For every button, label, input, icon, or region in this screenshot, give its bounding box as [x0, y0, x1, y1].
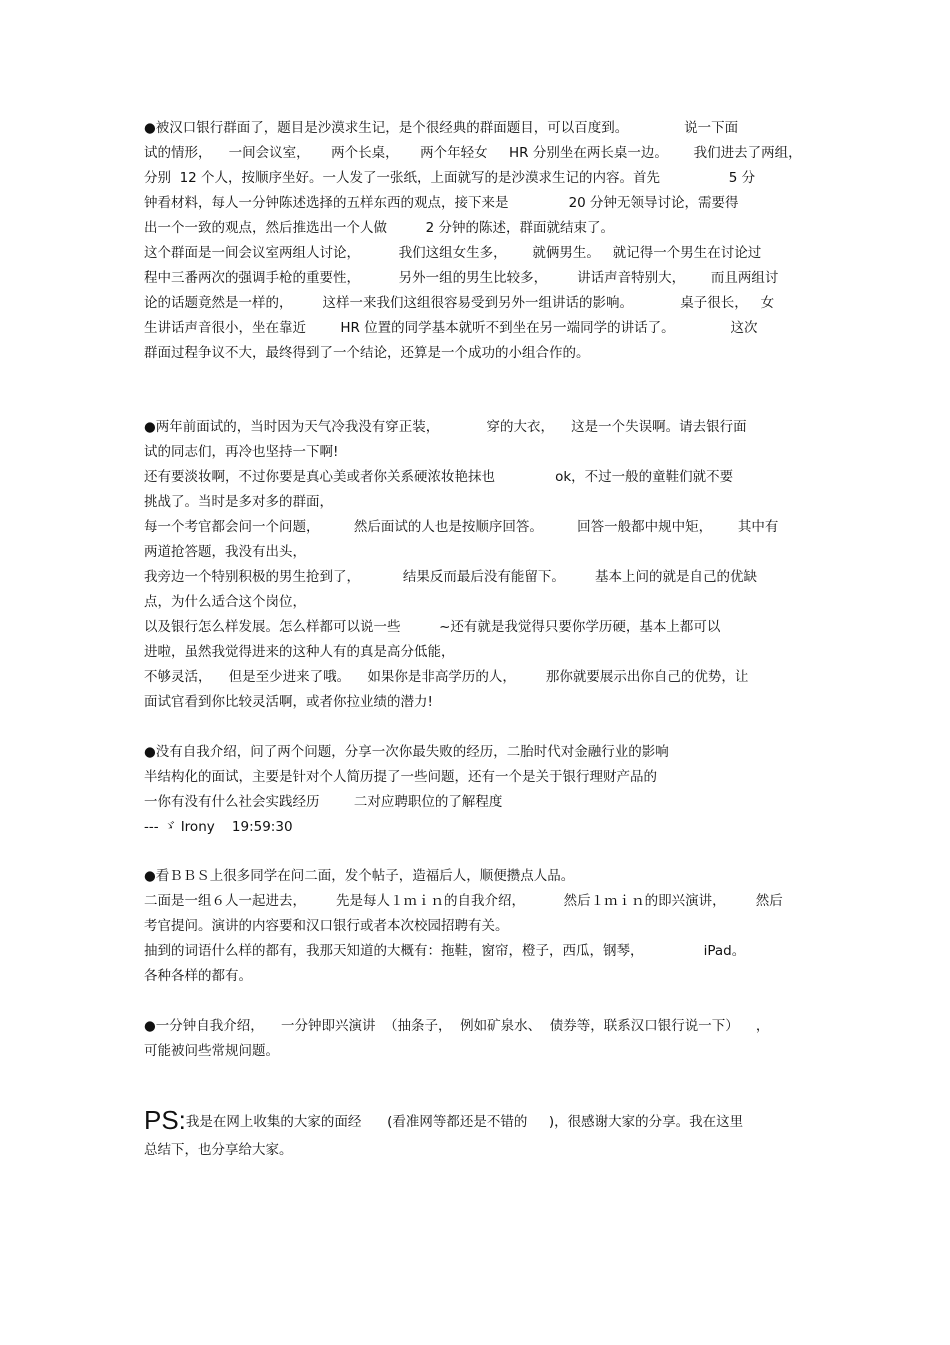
text-line: 进啦，虽然我觉得进来的这种人有的真是高分低能， [144, 644, 455, 660]
text-line: 每一个考官都会问一个问题， 然后面试的人也是按顺序回答。 回答一般都中规中矩， 其中有 [144, 519, 779, 535]
ps-mark: PS: [144, 1108, 186, 1132]
text-line: ●被汉口银行群面了，题目是沙漠求生记，是个很经典的群面题目，可以百度到。 说一下面 [144, 120, 739, 136]
text-line: 考官提问。演讲的内容要和汉口银行或者本次校园招聘有关。 [144, 918, 509, 934]
text-line: 试的情形， 一间会议室， 两个长桌， 两个年轻女 HR 分别坐在两长桌一边。 我们进去了两组， [144, 145, 802, 161]
text-line: 挑战了。当时是多对多的群面， [144, 494, 333, 510]
text-line: ●看ＢＢＳ上很多同学在问二面，发个帖子，造福后人，顺便攒点人品。 [144, 868, 575, 884]
text-line: 各种各样的都有。 [144, 968, 252, 984]
ps-line-1 [144, 1108, 812, 1132]
text-line: 试的同志们，再冷也坚持一下啊! [144, 444, 339, 460]
text-line: 程中三番两次的强调手枪的重要性， 另外一组的男生比较多， 讲话声音特别大， 而且两组讨 [144, 270, 779, 286]
text-line: 钟看材料，每人一分钟陈述选择的五样东西的观点，接下来是 20 分钟无领导讨论，需要得 [144, 195, 739, 211]
text-line: 论的话题竟然是一样的， 这样一来我们这组很容易受到另外一组讲话的影响。 桌子很长， 女 [144, 295, 775, 311]
text-line: 以及银行怎么样发展。怎么样都可以说一些 ~还有就是我觉得只要你学历硬，基本上都可以 [144, 619, 721, 635]
text-line: 一你有没有什么社会实践经历 二对应聘职位的了解程度 [144, 794, 503, 810]
text-line: 可能被问些常规问题。 [144, 1043, 279, 1059]
text-line: 群面过程争议不大，最终得到了一个结论，还算是一个成功的小组合作的。 [144, 345, 590, 361]
text-line: 我旁边一个特别积极的男生抢到了， 结果反而最后没有能留下。 基本上问的就是自己的优缺 [144, 569, 757, 585]
text-line: 点，为什么适合这个岗位， [144, 594, 306, 610]
text-line: 还有要淡妆啊，不过你要是真心美或者你关系硬浓妆艳抹也 ok，不过一般的童鞋们就不要 [144, 469, 734, 485]
text-line: ●两年前面试的，当时因为天气冷我没有穿正装， 穿的大衣， 这是一个失误啊。请去银行面 [144, 419, 747, 435]
text-line: 二面是一组６人一起进去， 先是每人１ｍｉｎ的自我介绍， 然后１ｍｉｎ的即兴演讲， 然后 [144, 893, 783, 909]
text-line: 两道抢答题，我没有出头， [144, 544, 306, 560]
text-line: 分别 12 个人，按顺序坐好。一人发了一张纸，上面就写的是沙漠求生记的内容。首先 5 分 [144, 170, 756, 186]
text-line: 半结构化的面试，主要是针对个人简历提了一些问题，还有一个是关于银行理财产品的 [144, 769, 657, 785]
ps-line-2: 总结下，也分享给大家。 [144, 1142, 293, 1158]
text-line: 出一个一致的观点，然后推选出一个人做 2 分钟的陈述，群面就结束了。 [144, 220, 615, 236]
ps-text: 我是在网上收集的大家的面经 (看准网等都还是不错的 )，很感谢大家的分享。我在这里 [185, 1114, 744, 1130]
text-line: 生讲话声音很小，坐在靠近 HR 位置的同学基本就听不到坐在另一端同学的讲话了。 这次 [144, 320, 758, 336]
text-line: 不够灵活， 但是至少进来了哦。 如果你是非高学历的人， 那你就要展示出你自己的优势，让 [144, 669, 749, 685]
text-line: --- ゞ Irony 19:59:30 [144, 819, 293, 835]
text-line: 抽到的词语什么样的都有，我那天知道的大概有：拖鞋，窗帘，橙子，西瓜，钢琴， iPad。 [144, 943, 746, 959]
text-line: 面试官看到你比较灵活啊，或者你拉业绩的潜力! [144, 694, 433, 710]
text-line: 这个群面是一间会议室两组人讨论， 我们这组女生多， 就俩男生。 就记得一个男生在讨论过 [144, 245, 762, 261]
text-line: ●一分钟自我介绍， 一分钟即兴演讲 （抽条子， 例如矿泉水、 债券等，联系汉口银行说一下） ， [144, 1018, 770, 1034]
text-line: ●没有自我介绍，问了两个问题，分享一次你最失败的经历，二胎时代对金融行业的影响 [144, 744, 669, 760]
